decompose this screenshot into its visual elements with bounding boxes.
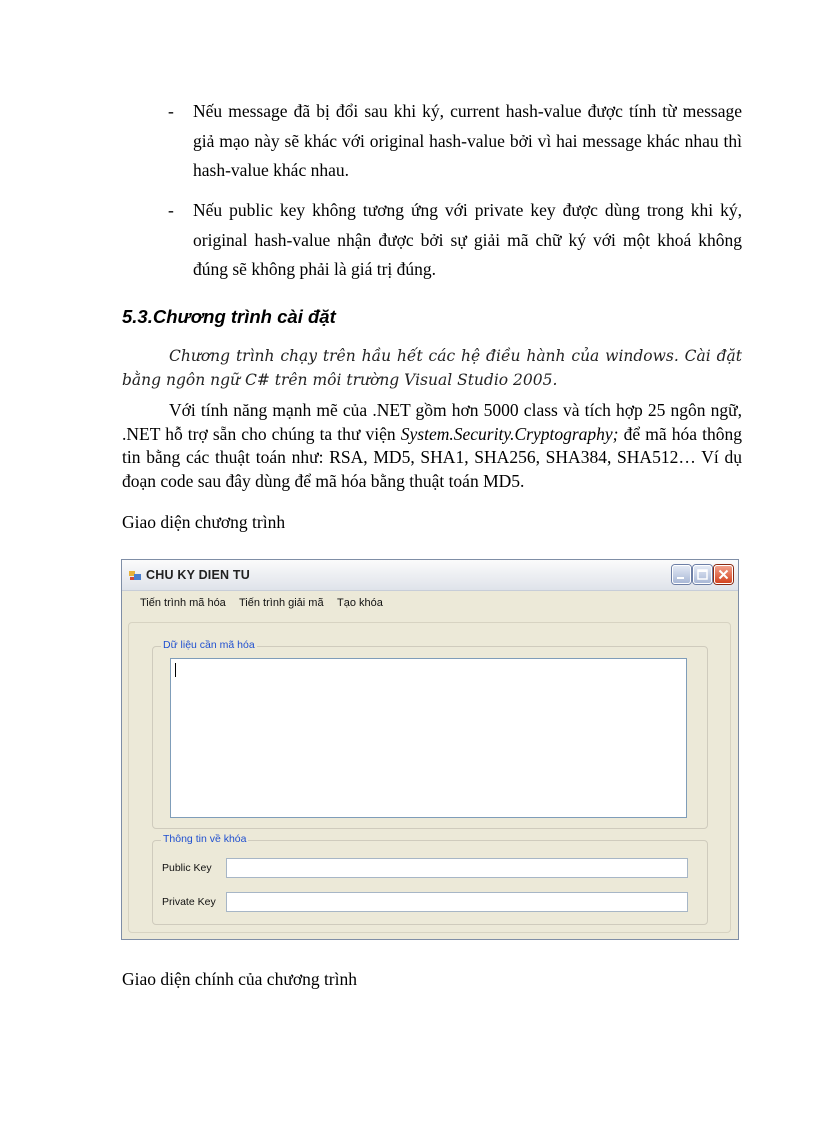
close-icon: [715, 566, 732, 583]
paragraph-net-library: System.Security.Cryptography;: [400, 423, 619, 444]
bullet-item: [168, 97, 742, 186]
menu-encrypt[interactable]: Tiến trình mã hóa: [140, 597, 226, 609]
minimize-button[interactable]: [672, 565, 691, 584]
data-textarea[interactable]: [170, 658, 687, 818]
app-icon: [128, 568, 142, 582]
maximize-button[interactable]: [693, 565, 712, 584]
paragraph-net: [122, 399, 742, 493]
public-key-input[interactable]: [226, 858, 688, 878]
menu-generate-key[interactable]: Tạo khóa: [337, 597, 383, 609]
maximize-icon: [694, 566, 711, 583]
bullet-dash: -: [168, 200, 174, 220]
group-data-label: Dữ liệu cần mã hóa: [163, 639, 255, 651]
private-key-input[interactable]: [226, 892, 688, 912]
private-key-label: Private Key: [162, 896, 216, 908]
paragraph-net-after: để mã hóa thông tin bằng các thuật toán như: RSA, MD5, SHA1, SHA256, SHA384, SHA512… Ví dụ đoạn code sau đây dùng để mã hóa bằng thuật toán MD5.: [122, 423, 742, 491]
group-key-label: Thông tin về khóa: [163, 833, 247, 845]
caption-bottom: Giao diện chính của chương trình: [122, 969, 357, 989]
group-key: [152, 833, 708, 925]
section-heading: 5.3.Chương trình cài đặt: [122, 306, 336, 327]
bullet-dash: -: [168, 101, 174, 121]
close-button[interactable]: [714, 565, 733, 584]
paragraph-net-before: Với tính năng mạnh mẽ của .NET gồm hơn 5000 class và tích hợp 25 ngôn ngữ, .NET hỗ trợ sẵn cho chúng ta thư viện: [122, 400, 742, 444]
public-key-label: Public Key: [162, 862, 212, 874]
title-bar: [122, 560, 738, 591]
window-title: CHU KY DIEN TU: [146, 568, 250, 582]
minimize-icon: [673, 566, 690, 583]
bullet-text: Nếu public key không tương ứng với private key được dùng trong khi ký, original hash-value nhận được bởi sự giải mã chữ ký với một khoá không đúng sẽ không phải là giá trị đúng.: [193, 200, 742, 279]
text-caret: [175, 663, 176, 677]
paragraph-intro: Chương trình chạy trên hầu hết các hệ điều hành của windows. Cài đặt bằng ngôn ngữ C# trên môi trường Visual Studio 2005.: [122, 347, 742, 389]
caption-top: Giao diện chương trình: [122, 512, 286, 532]
menu-decrypt[interactable]: Tiến trình giải mã: [239, 597, 324, 609]
bullet-item: [168, 196, 742, 285]
app-window: [121, 559, 739, 940]
menu-bar: [122, 591, 738, 615]
bullet-text: Nếu message đã bị đổi sau khi ký, current hash-value được tính từ message giả mạo này sẽ khác với original hash-value bởi vì hai message khác nhau thì hash-value khác nhau.: [193, 101, 742, 180]
